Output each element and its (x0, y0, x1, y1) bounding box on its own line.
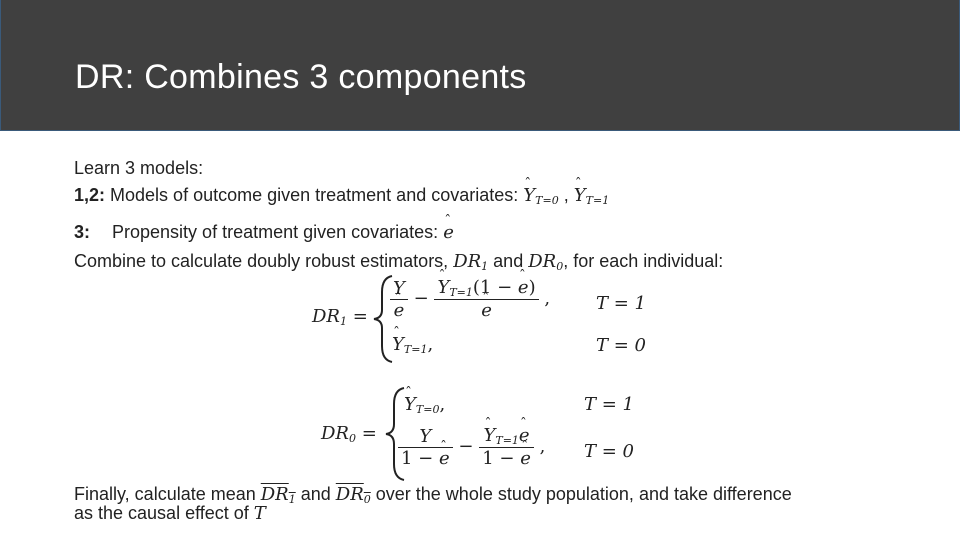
combine-line (74, 251, 723, 273)
close-paren: ) (528, 277, 536, 298)
comma: , (427, 334, 434, 355)
subscript-t1: T=1 (449, 286, 473, 299)
outcome-models-label: 1,2: (74, 185, 106, 205)
comma: , (539, 436, 546, 457)
y-hat-symbol: ˆ Y (392, 334, 404, 355)
condition-t1: T = 1 (584, 394, 634, 415)
dr1-lhs (312, 306, 368, 328)
e-hat-symbol: ˆ e (481, 300, 492, 321)
dr-symbol: DR (528, 251, 557, 272)
dr0-lhs (321, 423, 377, 445)
subscript-1: 1 (288, 493, 296, 506)
subscript-0: 0 (348, 432, 356, 445)
e-hat-symbol: ˆ e (439, 448, 450, 469)
final-text-1: Finally, calculate mean (74, 484, 261, 504)
subscript-1: 1 (339, 315, 347, 328)
y-hat-symbol: ˆ Y (523, 185, 535, 206)
fraction-y-over-one-minus-e (398, 426, 453, 469)
condition-t1: T = 1 (596, 293, 646, 314)
y-hat-symbol: ˆ Y (483, 425, 495, 446)
comma: , (544, 288, 551, 309)
e-hat-symbol: ˆ e (520, 448, 531, 469)
denominator (434, 299, 538, 321)
combine-text: Combine to calculate doubly robust estimators, (74, 251, 454, 271)
final-line-2 (74, 504, 266, 523)
y-symbol: Y (419, 425, 432, 447)
subscript-0: 0 (556, 260, 564, 273)
fraction-yhat-term (434, 277, 538, 321)
subscript-t1: T=1 (585, 194, 610, 207)
dr0-case1 (404, 394, 445, 416)
learn-models-text: Learn 3 models: (74, 158, 204, 178)
e-hat-symbol: ˆ e (519, 425, 530, 446)
minus-sign: − (413, 288, 429, 309)
condition-t0: T = 0 (584, 441, 634, 462)
fraction-yhat-e-term (479, 425, 534, 469)
final-and: and (295, 484, 336, 504)
outcome-models-line (74, 185, 609, 207)
dr1-case1 (390, 277, 550, 321)
dr-symbol: DR (312, 306, 340, 327)
combine-tail: , for each individual: (563, 251, 724, 271)
y-hat-symbol: ˆ Y (574, 185, 586, 206)
dr-symbol: DR (321, 423, 349, 444)
e-hat-symbol: ˆ e (518, 277, 529, 298)
e-hat-symbol: ˆ e (394, 300, 405, 321)
outcome-models-text: Models of outcome given treatment and covariates: (105, 185, 524, 205)
condition-t0: T = 0 (596, 335, 646, 356)
dr0-case2 (398, 425, 545, 469)
final-text-3: as the causal effect of (74, 503, 254, 523)
equals-sign: = (352, 306, 368, 327)
y-hat-symbol: ˆ Y (404, 394, 416, 415)
learn-models-line (74, 158, 203, 179)
t-symbol: T (253, 503, 266, 524)
propensity-text: Propensity of treatment given covariates: (112, 222, 444, 242)
y-symbol: Y (393, 277, 405, 299)
subscript-t1: T=1 (495, 434, 519, 447)
dr-symbol: DR (453, 251, 482, 272)
and-text: and (488, 251, 529, 271)
open-paren-term: (1 − (472, 277, 518, 298)
dr1-case2 (392, 334, 433, 356)
denominator (390, 299, 408, 321)
subscript-0: 0 (363, 493, 371, 506)
y-hat-symbol: ˆ Y (437, 277, 449, 298)
comma: , (439, 394, 446, 415)
e-hat-symbol: ˆ e (443, 222, 454, 243)
fraction-y-over-e (390, 278, 408, 321)
subscript-t1: T=1 (403, 343, 428, 356)
one-minus: 1 − (482, 448, 521, 469)
denominator (479, 447, 534, 469)
subscript-1: 1 (481, 260, 489, 273)
propensity-line (74, 222, 454, 243)
dr-symbol: DR (260, 484, 289, 505)
slide-title: DR: Combines 3 components (75, 58, 527, 96)
title-bar (0, 0, 960, 131)
minus-sign: − (458, 436, 474, 457)
subscript-t0: T=0 (415, 403, 440, 416)
propensity-label: 3: (74, 222, 91, 242)
denominator (398, 447, 453, 469)
final-text-2: over the whole study population, and take difference (370, 484, 792, 504)
comma: , (563, 185, 569, 205)
equals-sign: = (361, 423, 377, 444)
subscript-t0: T=0 (535, 194, 559, 207)
one-minus: 1 − (401, 447, 439, 469)
dr-symbol: DR (335, 484, 364, 505)
